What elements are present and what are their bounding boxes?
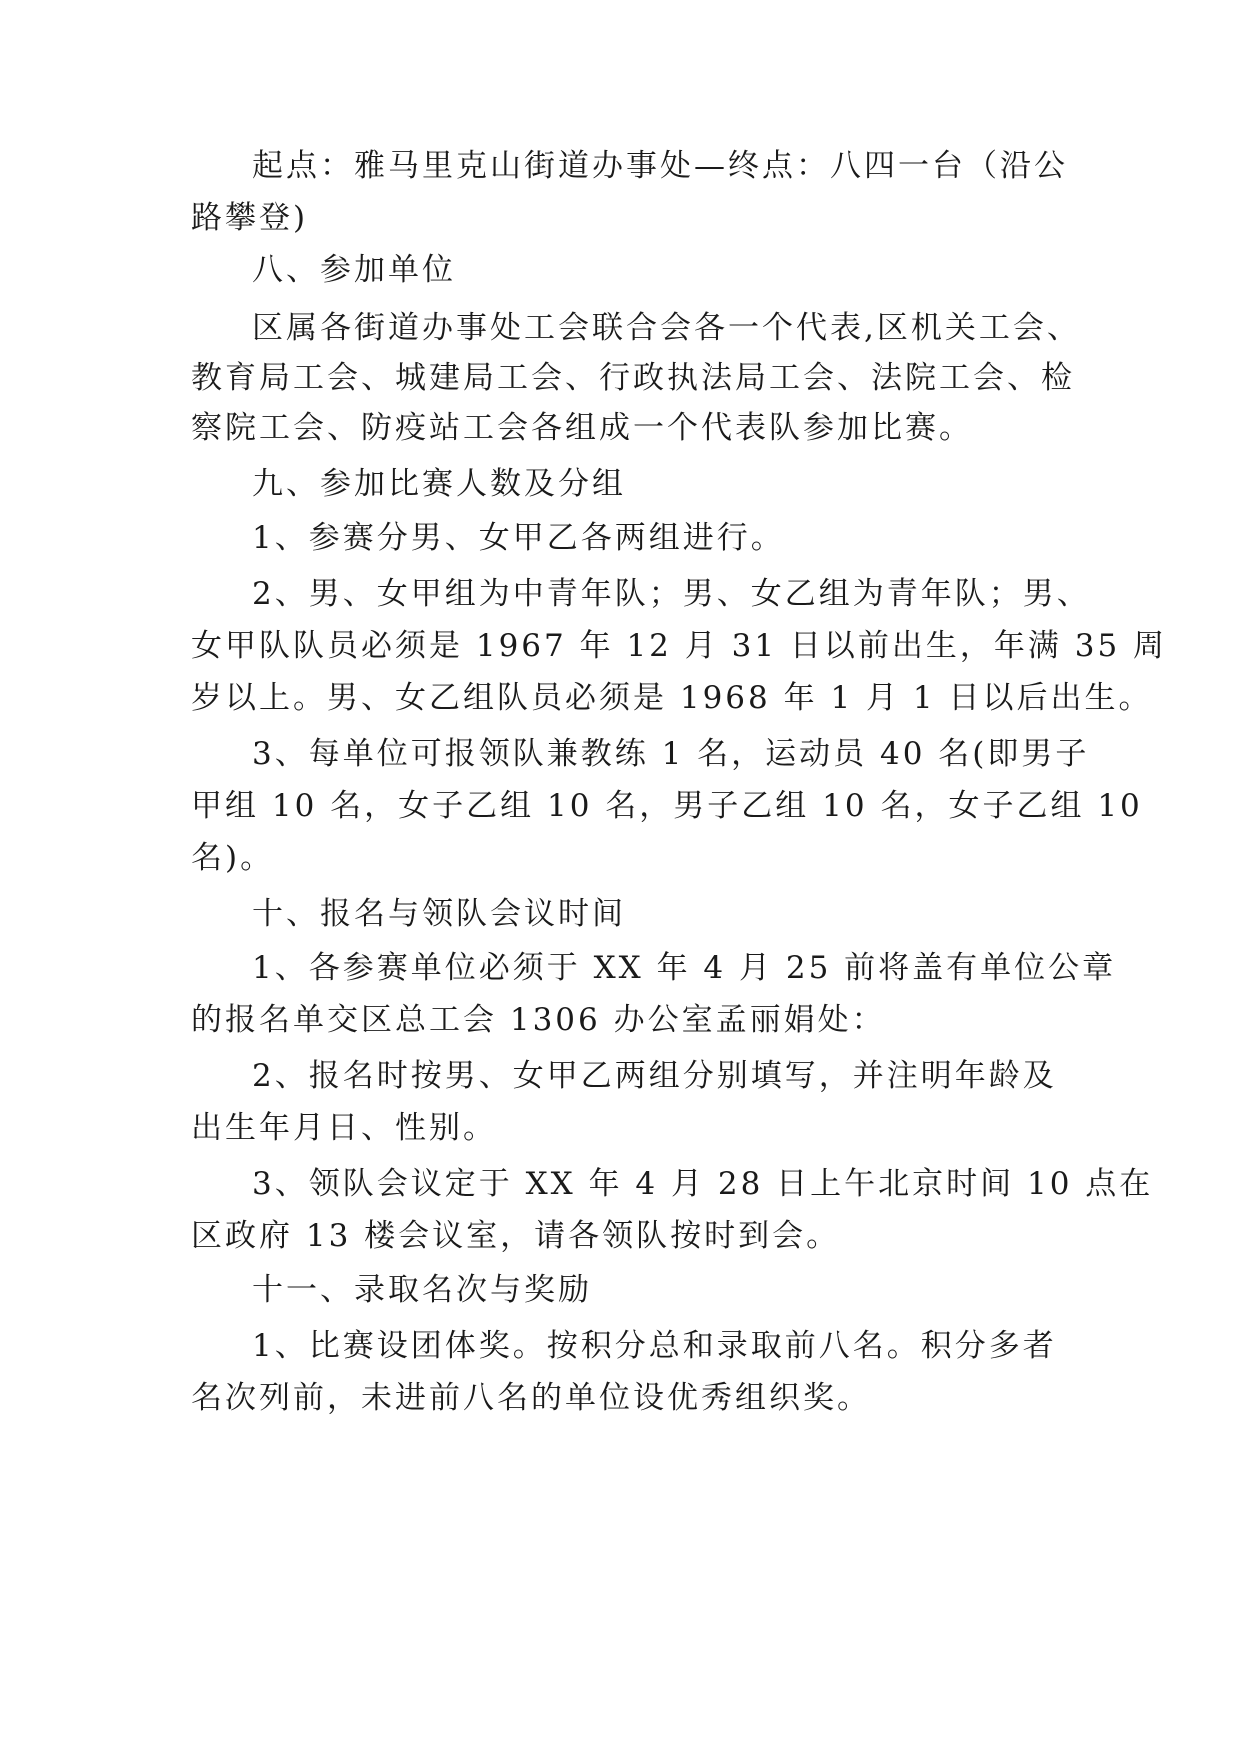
text-line: 3、每单位可报领队兼教练 1 名，运动员 40 名(即男子 xyxy=(252,736,1090,772)
text-line: 2、报名时按男、女甲乙两组分别填写，并注明年龄及 xyxy=(252,1058,1057,1094)
text-line: 名次列前，未进前八名的单位设优秀组织奖。 xyxy=(191,1380,871,1416)
text-line: 的报名单交区总工会 1306 办公室孟丽娟处： xyxy=(191,1002,886,1038)
text-line: 女甲队队员必须是 1967 年 12 月 31 日以前出生，年满 35 周 xyxy=(191,628,1168,664)
text-line: 名)。 xyxy=(191,840,275,876)
text-line: 起点：雅马里克山街道办事处—终点：八四一台（沿公 xyxy=(252,148,1068,184)
text-line: 区政府 13 楼会议室，请各领队按时到会。 xyxy=(191,1218,841,1254)
section-heading: 十、报名与领队会议时间 xyxy=(252,896,626,932)
section-heading: 十一、录取名次与奖励 xyxy=(252,1272,592,1308)
text-line: 甲组 10 名，女子乙组 10 名，男子乙组 10 名，女子乙组 10 xyxy=(191,788,1143,824)
text-line: 1、各参赛单位必须于 XX 年 4 月 25 前将盖有单位公章 xyxy=(252,950,1117,986)
text-line: 教育局工会、城建局工会、行政执法局工会、法院工会、检 xyxy=(191,360,1075,396)
text-line: 区属各街道办事处工会联合会各一个代表,区机关工会、 xyxy=(252,310,1081,346)
text-line: 2、男、女甲组为中青年队；男、女乙组为青年队；男、 xyxy=(252,576,1091,612)
text-line: 路攀登) xyxy=(191,200,309,236)
text-line: 3、领队会议定于 XX 年 4 月 28 日上午北京时间 10 点在 xyxy=(252,1166,1154,1202)
text-line: 1、比赛设团体奖。按积分总和录取前八名。积分多者 xyxy=(252,1328,1057,1364)
text-line: 察院工会、防疫站工会各组成一个代表队参加比赛。 xyxy=(191,410,973,446)
section-heading: 九、参加比赛人数及分组 xyxy=(252,466,626,502)
text-line: 出生年月日、性别。 xyxy=(191,1110,497,1146)
text-line: 岁以上。男、女乙组队员必须是 1968 年 1 月 1 日以后出生。 xyxy=(191,680,1153,716)
text-line: 1、参赛分男、女甲乙各两组进行。 xyxy=(252,520,785,556)
section-heading: 八、参加单位 xyxy=(252,252,456,288)
